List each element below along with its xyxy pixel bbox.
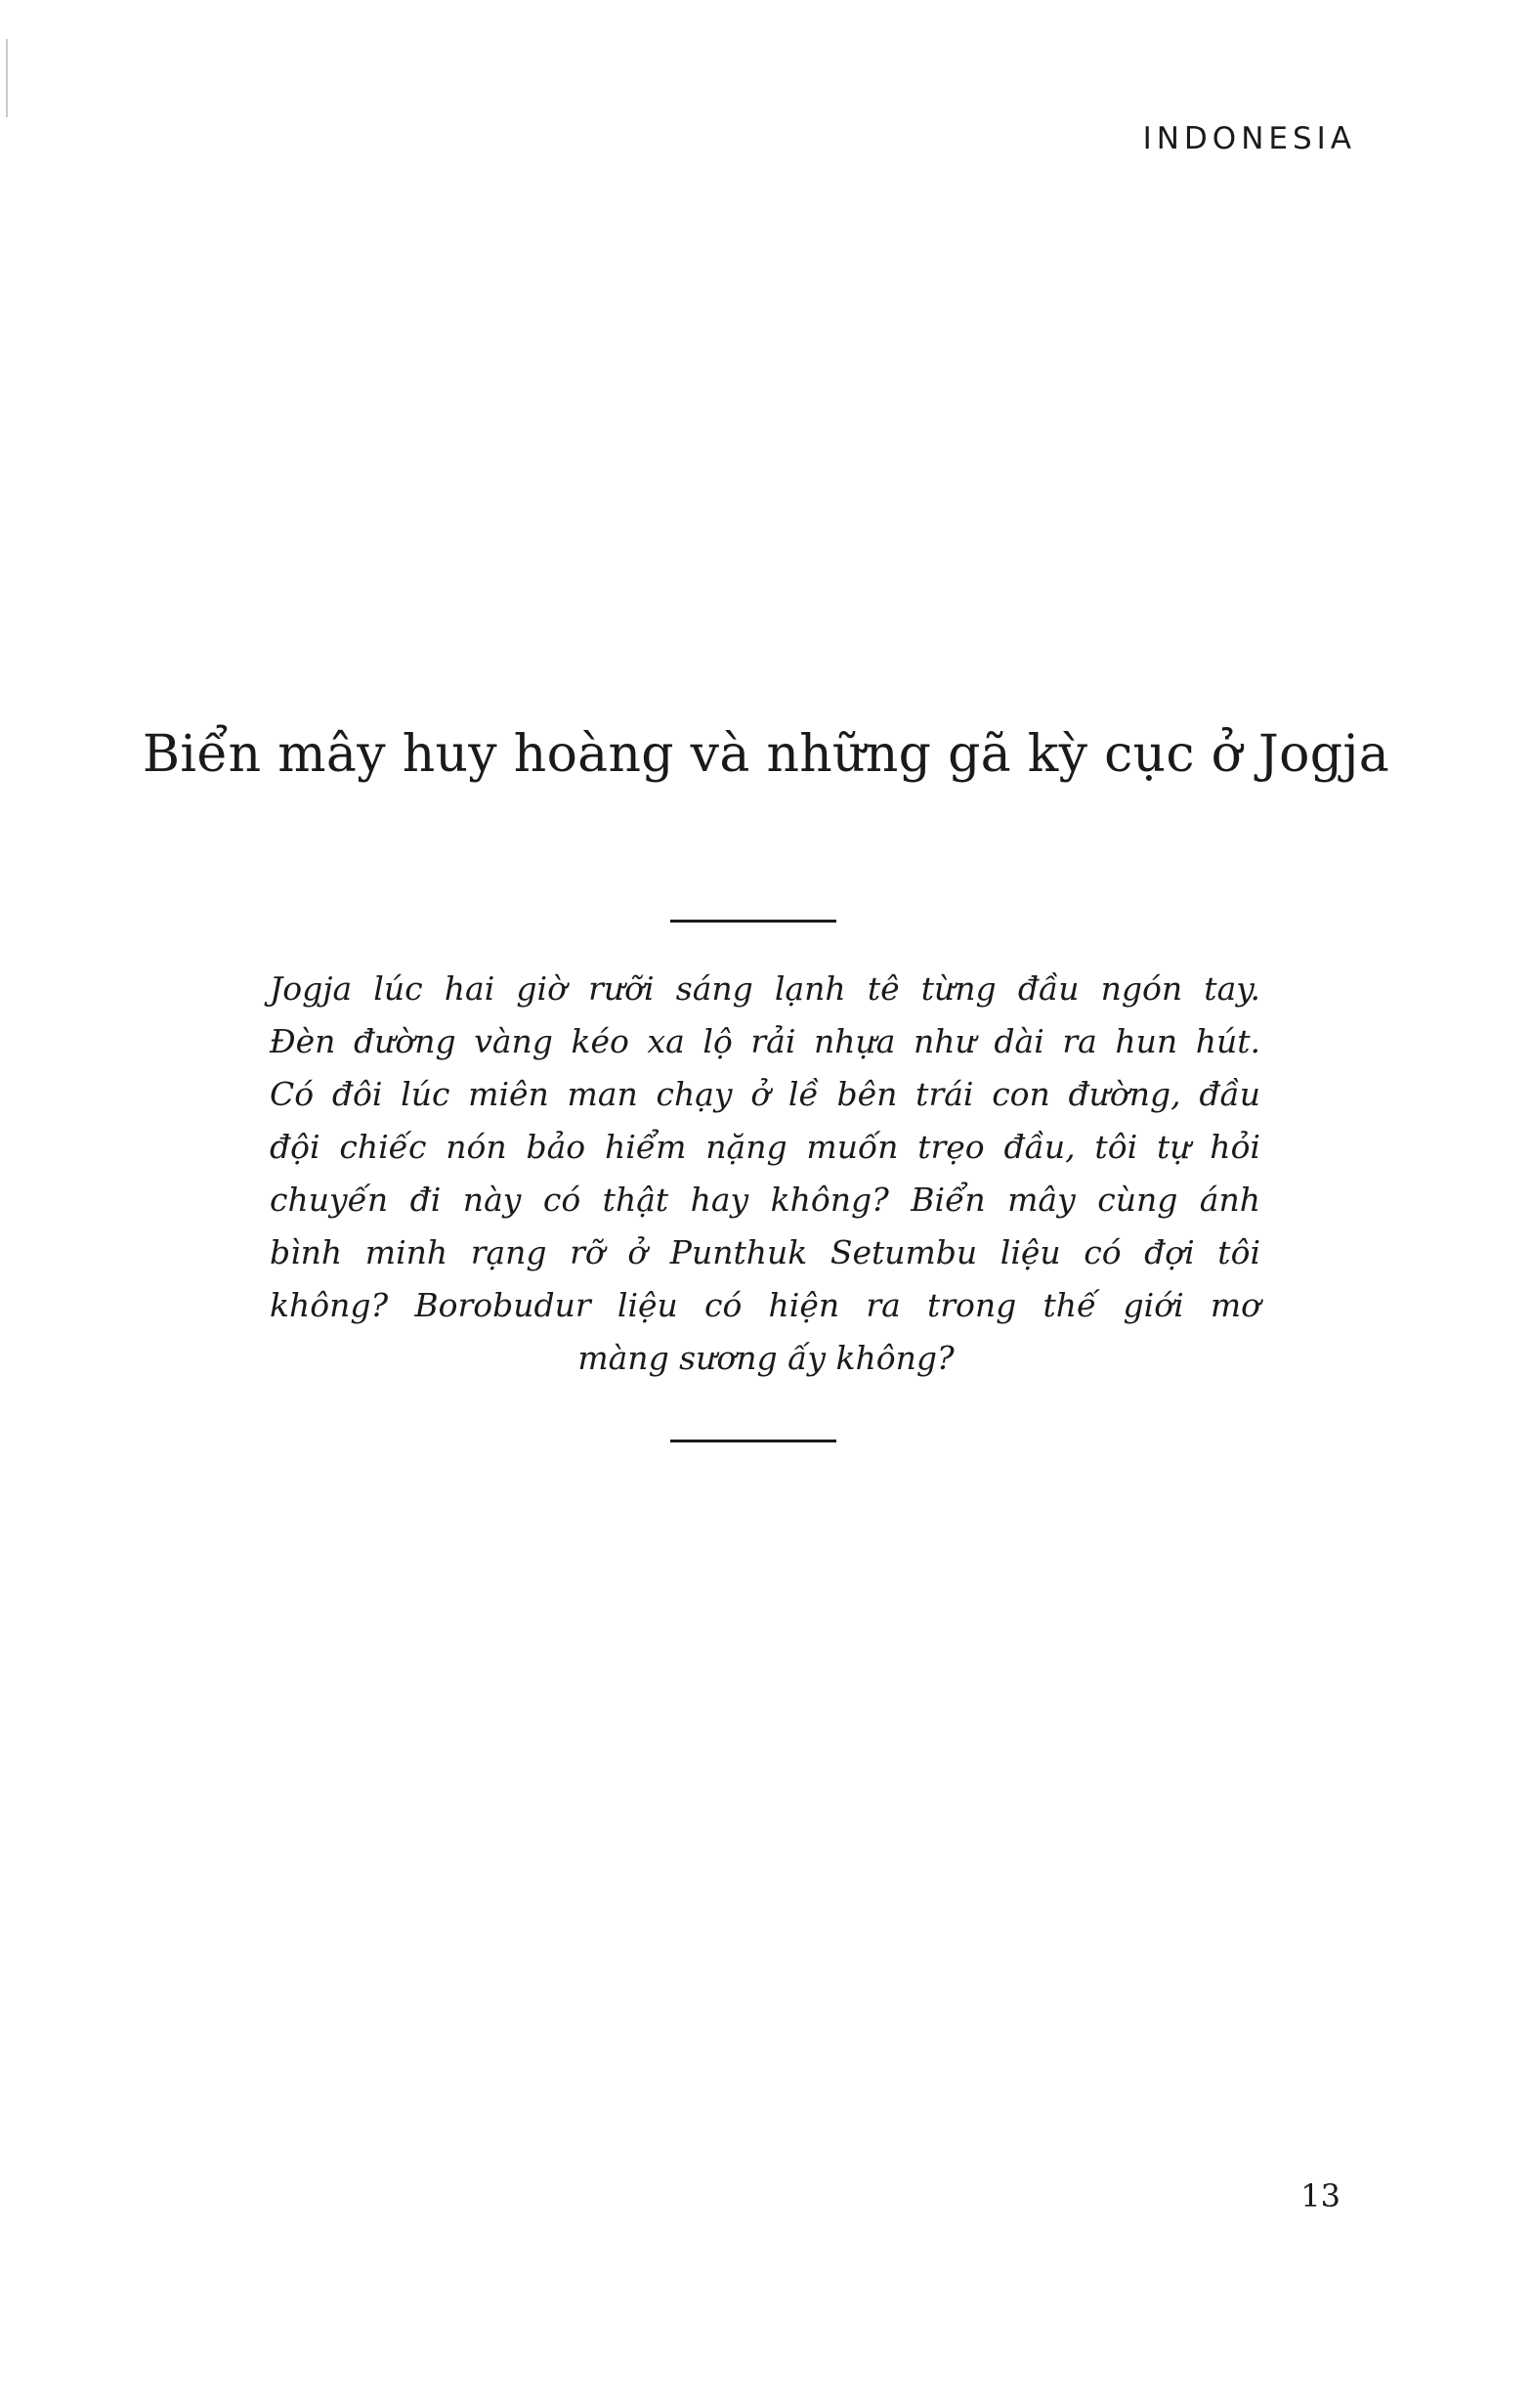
page-number: 13	[1300, 2177, 1340, 2214]
epigraph-line: Đèn đường vàng kéo xa lộ rải nhựa như dài ra hun hút.	[270, 1022, 1260, 1060]
epigraph-line: không? Borobudur liệu có hiện ra trong thế giới mơ	[270, 1286, 1260, 1324]
epigraph-line: Có đôi lúc miên man chạy ở lề bên trái con đường, đầu	[270, 1075, 1260, 1113]
epigraph-line: Jogja lúc hai giờ rưỡi sáng lạnh tê từng đầu ngón tay.	[270, 969, 1260, 1008]
top-divider	[670, 920, 836, 923]
epigraph-line: màng sương ấy không?	[577, 1339, 955, 1377]
epigraph-line: chuyến đi này có thật hay không? Biển mây cùng ánh	[270, 1181, 1260, 1219]
epigraph-line: bình minh rạng rỡ ở Punthuk Setumbu liệu có đợi tôi	[270, 1233, 1260, 1271]
running-header: INDONESIA	[1142, 121, 1356, 156]
chapter-title: Biển mây huy hoàng và những gã kỳ cục ở Jogja	[142, 725, 1390, 784]
epigraph-line: đội chiếc nón bảo hiểm nặng muốn trẹo đầu, tôi tự hỏi	[270, 1128, 1260, 1166]
bottom-divider	[670, 1440, 836, 1442]
scan-edge-mark	[6, 39, 8, 117]
